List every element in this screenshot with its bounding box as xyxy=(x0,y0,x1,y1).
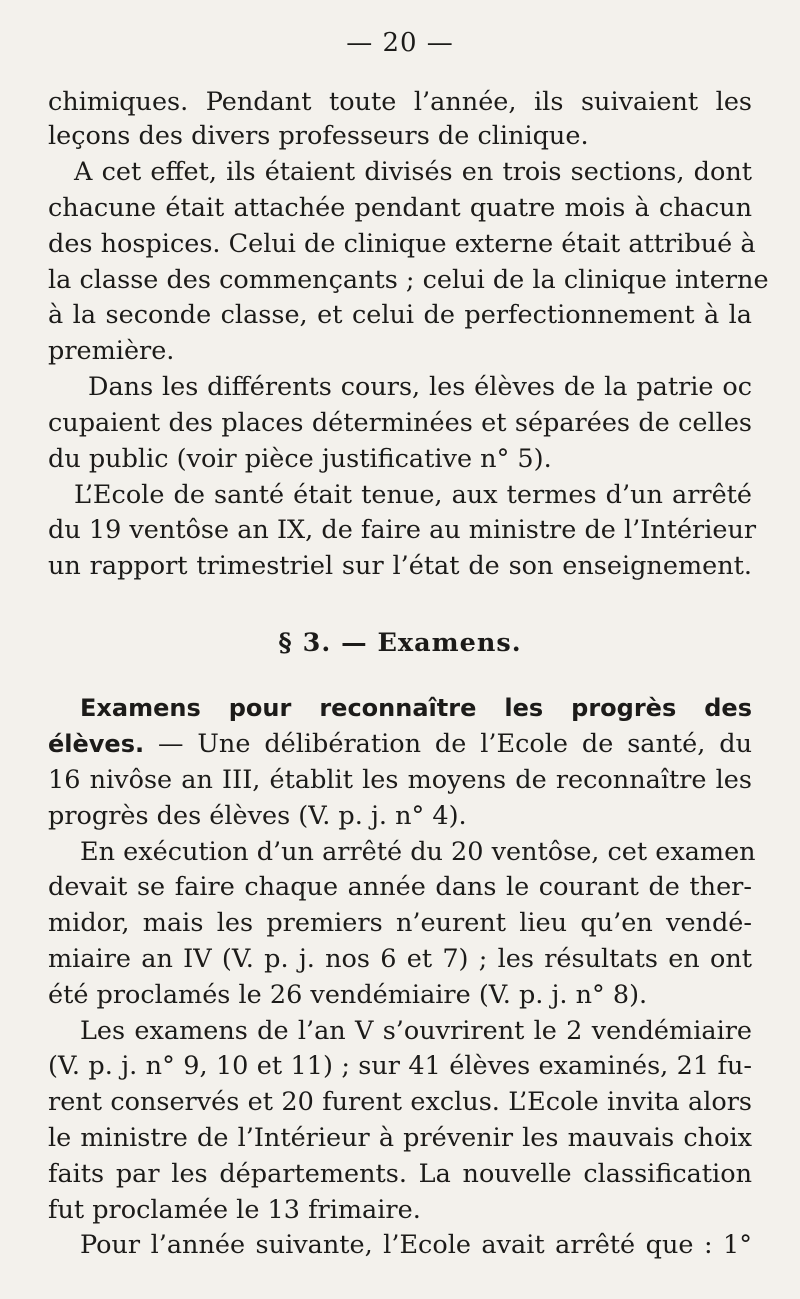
text-line: le ministre de l’Intérieur à prévenir les mauvais choix xyxy=(48,1123,752,1153)
text-line: midor, mais les premiers n’eurent lieu qu’en vendé- xyxy=(48,908,752,938)
text-line: Dans les différents cours, les élèves de la patrie oc xyxy=(88,372,752,402)
text-line: la classe des commençants ; celui de la clinique interne xyxy=(48,265,769,295)
section-heading: § 3. — Examens. xyxy=(278,628,522,658)
text-line: miaire an IV (V. p. j. nos 6 et 7) ; les résultats en ont xyxy=(48,944,752,974)
text-line: 16 nivôse an III, établit les moyens de reconnaître les xyxy=(48,765,752,795)
text-line: à la seconde classe, et celui de perfectionnement à la xyxy=(48,300,752,330)
text-line-continuation: — Une délibération de l’Ecole de santé, du xyxy=(158,729,752,759)
text-line: leçons des divers professeurs de clinique. xyxy=(48,121,589,151)
text-line: A cet effet, ils étaient divisés en trois sections, dont xyxy=(74,157,752,187)
text-line: (V. p. j. n° 9, 10 et 11) ; sur 41 élèves examinés, 21 fu- xyxy=(48,1051,752,1081)
page-number: — 20 — xyxy=(346,28,454,58)
text-line: chacune était attachée pendant quatre mois à chacun xyxy=(48,193,752,223)
text-line: progrès des élèves (V. p. j. n° 4). xyxy=(48,801,467,831)
text-line: première. xyxy=(48,336,175,366)
text-line: été proclamés le 26 vendémiaire (V. p. j. n° 8). xyxy=(48,980,648,1010)
text-line: L’Ecole de santé était tenue, aux termes d’un arrêté xyxy=(74,480,752,510)
text-line xyxy=(48,729,752,759)
text-line: chimiques. Pendant toute l’année, ils suivaient les xyxy=(48,87,752,117)
text-line: Pour l’année suivante, l’Ecole avait arrêté que : 1° xyxy=(80,1230,752,1260)
text-line: des hospices. Celui de clinique externe était attribué à xyxy=(48,229,756,259)
text-line: faits par les départements. La nouvelle classification xyxy=(48,1159,752,1189)
subheading-continuation: élèves. xyxy=(48,730,145,758)
text-line: cupaient des places déterminées et séparées de celles xyxy=(48,408,752,438)
text-line: du public (voir pièce justificative n° 5). xyxy=(48,444,552,474)
text-line: du 19 ventôse an IX, de faire au ministre de l’Intérieur xyxy=(48,515,757,545)
subheading: Examens pour reconnaître les progrès des xyxy=(80,694,752,722)
text-line: En exécution d’un arrêté du 20 ventôse, cet examen xyxy=(80,837,756,867)
text-line: Les examens de l’an V s’ouvrirent le 2 vendémiaire xyxy=(80,1016,752,1046)
text-line: fut proclamée le 13 frimaire. xyxy=(48,1195,421,1225)
text-line: rent conservés et 20 furent exclus. L’Ecole invita alors xyxy=(48,1087,752,1117)
text-line: un rapport trimestriel sur l’état de son enseignement. xyxy=(48,551,752,581)
text-line: devait se faire chaque année dans le courant de ther- xyxy=(48,872,752,902)
